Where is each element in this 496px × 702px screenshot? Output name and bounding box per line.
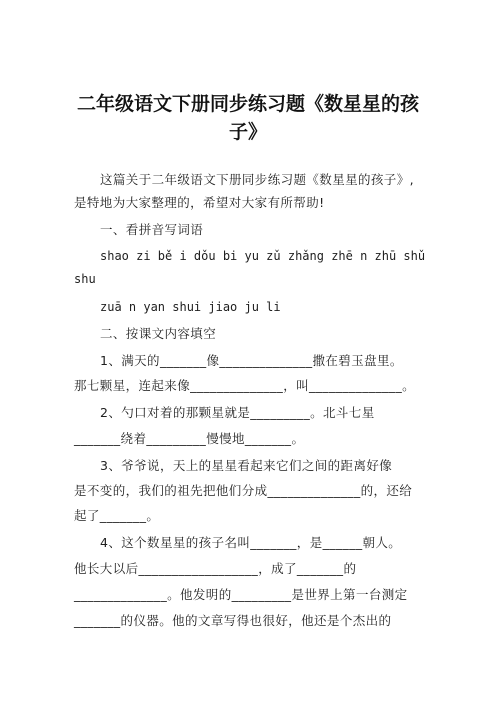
pinyin-line-3: zuā n yan shui jiao ju li (100, 300, 281, 314)
question-1-line-1: 1、满天的_______像______________撒在碧玉盘里。 (100, 353, 403, 368)
document-title (70, 90, 426, 146)
intro-line-2: 是特地为大家整理的，希望对大家有所帮助! (74, 195, 325, 210)
title-line-1: 二年级语文下册同步练习题《数星星的孩 (76, 93, 419, 115)
question-4-line-3: ______________。他发明的_________是世界上第一台测定 (74, 587, 408, 602)
section-heading-1: 一、看拼音写词语 (100, 222, 204, 237)
title-line-2: 子》 (228, 121, 267, 143)
pinyin-line-1: shao zi bě i dǒu bi yu zǔ zhǎng zhē n zhū shǔ (100, 249, 426, 263)
question-1-line-2: 那七颗星，连起来像______________，叫______________。 (74, 378, 416, 393)
pinyin-line-2: shu (74, 272, 96, 286)
section-heading-2: 二、按课文内容填空 (100, 326, 217, 341)
question-3-line-3: 起了_______。 (74, 508, 160, 523)
question-4-line-2: 他长大以后__________________，成了_______的 (74, 561, 357, 576)
intro-line-1: 这篇关于二年级语文下册同步练习题《数星星的孩子》, (100, 172, 414, 187)
question-2-line-2: _______绕着_________慢慢地_______。 (74, 431, 305, 446)
question-4-line-1: 4、这个数星星的孩子名叫_______，是______朝人。 (100, 535, 402, 550)
question-2-line-1: 2、勺口对着的那颗星就是_________。北斗七星 (100, 405, 375, 420)
question-4-line-4: _______的仪器。他的文章写得也很好，他还是个杰出的 (74, 613, 392, 628)
question-3-line-1: 3、爷爷说，天上的星星看起来它们之间的距离好像 (100, 458, 393, 473)
question-3-line-2: 是不变的，我们的祖先把他们分成______________的，还给 (74, 483, 413, 498)
